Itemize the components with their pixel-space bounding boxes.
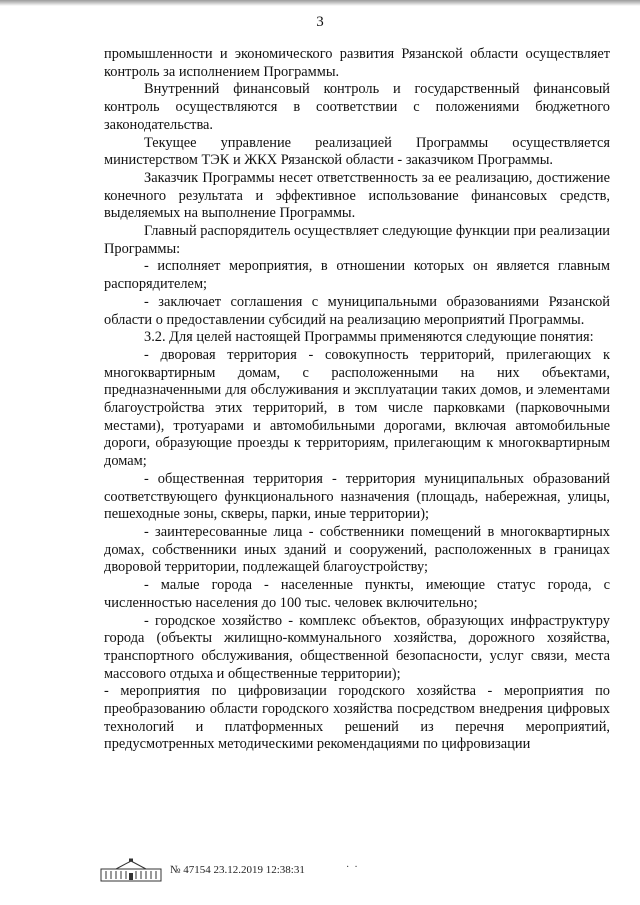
document-body [104,46,610,754]
document-footer [100,858,520,884]
paragraph: - малые города - населенные пункты, имеющие статус города, с численностью населения до 100 тыс. человек включительно; [104,577,610,611]
page-number: 3 [316,14,324,30]
paragraph: Заказчик Программы несет ответственность за ее реализацию, достижение конечного результата и эффективное использование финансовых средств, выделяемых на выполнение Программы. [104,169,610,222]
paragraph: - общественная территория - территория муниципальных образований соответствующего функционального назначения (площадь, набережная, улицы, пешеходные зоны, скверы, парки, иные территории); [104,470,610,523]
government-building-seal-icon [100,858,162,882]
paragraph: - заинтересованные лица - собственники помещений в многоквартирных домах, собственники иных зданий и сооружений, расположенных в границах дворовой территории, подлежащей благоустройству; [104,523,610,576]
paragraph: - мероприятия по цифровизации городского хозяйства - мероприятия по преобразованию области городского хозяйства посредством внедрения цифровых технологий и платформенных решений из перечня мероприятий, предусмотренных методическими рекомендациями по цифровизации [104,683,610,753]
paragraph: - дворовая территория - совокупность территорий, прилегающих к многоквартирным домам, с расположенными на них объектами, предназначенными для обслуживания и эксплуатации таких домов, и элементами благоустройства этих территорий, в том числе парковками (парковочными местами), тротуарами и автомобильными дорогами, включая автомобильные дороги, образующие проезды к территориям, прилегающим к многоквартирным домам; [104,346,610,470]
paragraph: Главный распорядитель осуществляет следующие функции при реализации Программы: [104,223,611,257]
paragraph: Внутренний финансовый контроль и государственный финансовый контроль осуществляются в соответствии с положениями бюджетного законодательства. [104,81,610,133]
paragraph: - заключает соглашения с муниципальными образованиями Рязанской области о предоставлении субсидий на реализацию мероприятий Программы. [104,293,610,328]
paragraph: промышленности и экономического развития Рязанской области осуществляет контроль за исполнением Программы. [104,46,610,80]
registration-number: № 47154 23.12.2019 12:38:31 [170,864,305,876]
paragraph: Текущее управление реализацией Программы осуществляется министерством ТЭК и ЖКХ Рязанской области - заказчиком Программы. [104,134,610,169]
scan-noise-mark: · · [346,862,358,873]
scan-edge-shadow [0,0,640,6]
paragraph: - городское хозяйство - комплекс объектов, образующих инфраструктуру города (объекты жилищно-коммунального хозяйства, дорожного хозяйства, транспортного обслуживания, общественной безопасности, услуг связи, места массового отдыха и общественные территории); [104,612,610,682]
paragraph: 3.2. Для целей настоящей Программы применяются следующие понятия: [144,329,594,346]
paragraph: - исполняет мероприятия, в отношении которых он является главным распорядителем; [104,258,610,293]
